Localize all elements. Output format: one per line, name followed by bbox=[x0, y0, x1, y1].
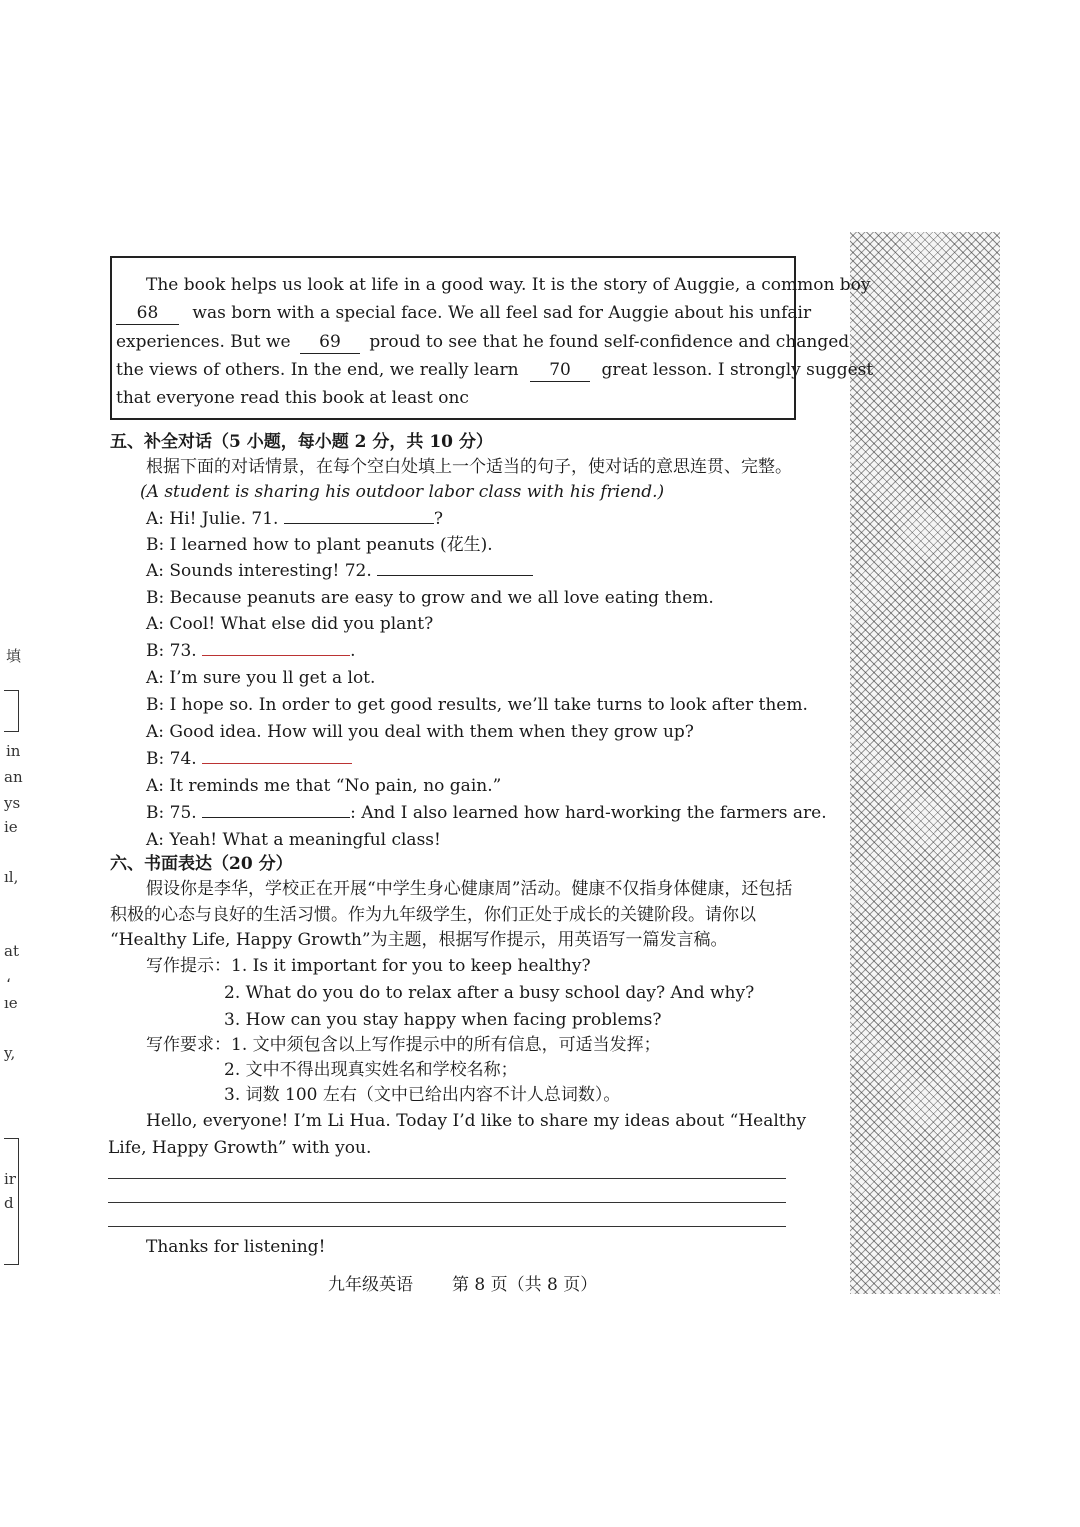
edge-text: in bbox=[6, 742, 21, 760]
edge-text: ys bbox=[4, 794, 21, 812]
passage-text: the views of others. In the end, we really learn bbox=[116, 360, 519, 380]
edge-text: ir bbox=[4, 1170, 16, 1188]
dialogue-text: B: 73. bbox=[146, 641, 197, 661]
edge-bracket bbox=[4, 690, 19, 732]
dialogue-text: B: 74. bbox=[146, 749, 197, 769]
dialogue-line-72 bbox=[146, 560, 533, 582]
essay-closing: Thanks for listening! bbox=[146, 1237, 326, 1257]
dialogue-line: A: Yeah! What a meaningful class! bbox=[146, 830, 441, 850]
edge-text: ، bbox=[6, 968, 11, 986]
dialogue-context: (A student is sharing his outdoor labor class with his friend.) bbox=[140, 482, 665, 502]
blank-75[interactable] bbox=[202, 817, 350, 818]
dialogue-line-71 bbox=[146, 508, 443, 530]
blank-69[interactable]: 69 bbox=[300, 331, 360, 354]
dialogue-line: B: Because peanuts are easy to grow and we all love eating them. bbox=[146, 588, 714, 608]
dialogue-line: A: It reminds me that “No pain, no gain.” bbox=[146, 776, 502, 796]
passage-line-5: that everyone read this book at least onc bbox=[116, 388, 469, 408]
dialogue-text: : And I also learned how hard-working the farmers are. bbox=[350, 803, 827, 823]
footer-page-number: 第 8 页（共 8 页） bbox=[452, 1275, 598, 1295]
hint-row-3: 3. How can you stay happy when facing problems? bbox=[224, 1010, 662, 1030]
dialogue-line-73 bbox=[146, 640, 355, 662]
requirement-row-3: 3. 词数 100 左右（文中已给出内容不计人总词数）。 bbox=[224, 1085, 621, 1105]
blank-71[interactable] bbox=[284, 523, 434, 524]
dialogue-line: B: I learned how to plant peanuts (花生). bbox=[146, 535, 493, 555]
dialogue-line-74 bbox=[146, 748, 352, 770]
section5-title: 五、补全对话（5 小题，每小题 2 分，共 10 分） bbox=[110, 432, 493, 452]
passage-line-1: The book helps us look at life in a good way. It is the story of Auggie, a common boy bbox=[146, 275, 871, 295]
dialogue-text: ? bbox=[433, 509, 443, 529]
dialogue-text: A: Sounds interesting! 72. bbox=[146, 561, 372, 581]
section6-title: 六、书面表达（20 分） bbox=[110, 854, 293, 874]
footer-subject: 九年级英语 bbox=[328, 1275, 413, 1295]
hint-text: 1. Is it important for you to keep healthy? bbox=[231, 956, 591, 976]
writing-line[interactable] bbox=[108, 1226, 786, 1227]
dialogue-line-75 bbox=[146, 802, 827, 824]
edge-text: 填 bbox=[6, 647, 22, 665]
hints-label: 写作提示： bbox=[146, 956, 231, 976]
edge-text: at bbox=[4, 942, 19, 960]
hint-row-1 bbox=[146, 955, 591, 977]
dialogue-text: A: Hi! Julie. 71. bbox=[146, 509, 279, 529]
decorative-pattern-strip bbox=[850, 232, 1000, 1294]
edge-text: d bbox=[4, 1194, 14, 1212]
edge-text: an bbox=[4, 768, 23, 786]
passage-text: was born with a special face. We all feel sad for Auggie about his unfair bbox=[192, 303, 812, 323]
blank-70[interactable]: 70 bbox=[530, 359, 590, 382]
blank-74[interactable] bbox=[202, 763, 352, 764]
edge-text: ie bbox=[4, 818, 18, 836]
blank-72[interactable] bbox=[377, 575, 533, 576]
essay-opening-2: Life, Happy Growth” with you. bbox=[108, 1138, 372, 1158]
requirements-label: 写作要求： bbox=[146, 1035, 231, 1055]
requirement-row-2: 2. 文中不得出现真实姓名和学校名称； bbox=[224, 1060, 518, 1080]
dialogue-text: . bbox=[350, 641, 356, 661]
passage-text: experiences. But we bbox=[116, 332, 291, 352]
section5-instruction: 根据下面的对话情景，在每个空白处填上一个适当的句子，使对话的意思连贯、完整。 bbox=[146, 457, 792, 477]
writing-line[interactable] bbox=[108, 1202, 786, 1203]
writing-prompt-line: “Healthy Life, Happy Growth”为主题，根据写作提示，用英语写一篇发言稿。 bbox=[110, 930, 728, 950]
writing-line[interactable] bbox=[108, 1178, 786, 1179]
dialogue-line: B: I hope so. In order to get good results, we’ll take turns to look after them. bbox=[146, 695, 808, 715]
blank-68[interactable]: 68 bbox=[116, 302, 179, 325]
hint-row-2: 2. What do you do to relax after a busy school day? And why? bbox=[224, 983, 755, 1003]
passage-line-4 bbox=[116, 359, 873, 382]
passage-text: proud to see that he found self-confidence and changed bbox=[369, 332, 850, 352]
edge-text: ıl, bbox=[4, 868, 19, 886]
essay-opening-1: Hello, everyone! I’m Li Hua. Today I’d like to share my ideas about “Healthy bbox=[146, 1111, 807, 1131]
passage-text: great lesson. I strongly suggest bbox=[601, 360, 874, 380]
edge-text: y, bbox=[4, 1044, 16, 1062]
writing-prompt-line: 积极的心态与良好的生活习惯。作为九年级学生，你们正处于成长的关键阶段。请你以 bbox=[110, 905, 756, 925]
writing-prompt-line: 假设你是李华，学校正在开展“中学生身心健康周”活动。健康不仅指身体健康，还包括 bbox=[146, 879, 793, 899]
requirement-text: 1. 文中须包含以上写作提示中的所有信息，可适当发挥； bbox=[231, 1035, 661, 1055]
dialogue-text: B: 75. bbox=[146, 803, 197, 823]
blank-73[interactable] bbox=[202, 655, 350, 656]
passage-line-2 bbox=[116, 302, 811, 325]
dialogue-line: A: Good idea. How will you deal with them when they grow up? bbox=[146, 722, 694, 742]
edge-text: ıe bbox=[4, 994, 18, 1012]
dialogue-line: A: I’m sure you ll get a lot. bbox=[146, 668, 376, 688]
requirement-row-1 bbox=[146, 1034, 661, 1056]
dialogue-line: A: Cool! What else did you plant? bbox=[146, 614, 434, 634]
passage-line-3 bbox=[116, 331, 849, 354]
